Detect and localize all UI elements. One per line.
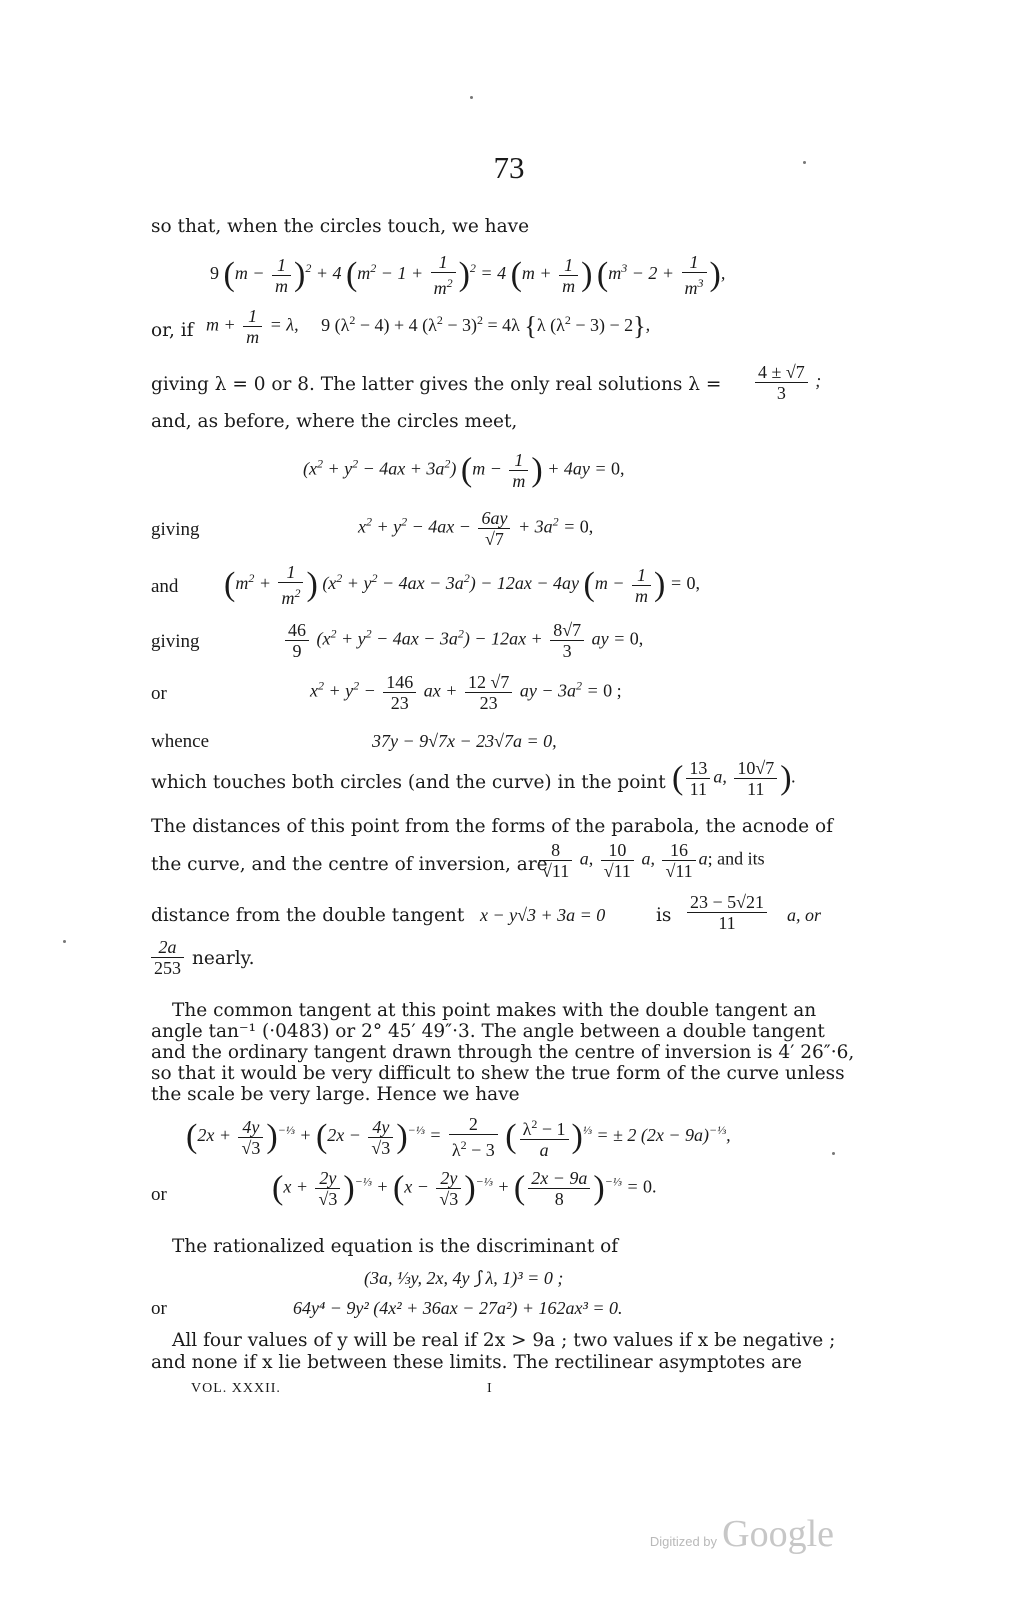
text-and-its: ; and its [707, 848, 765, 869]
text-line: and the ordinary tangent drawn through the centre of inversion is 4′ 26″·6, [151, 1042, 855, 1063]
distance-fraction: $\frac{23 - 5√21}{11}$ [684, 892, 770, 933]
digitized-text: Digitized by [649, 1534, 718, 1549]
page-number: 73 [493, 150, 525, 185]
text-line: All four values of y will be real if 2x > 9a ; two values if x be negative ; [172, 1330, 836, 1351]
equation-lambda: m + $\frac{1}{m}$ = λ, 9 $(\lambda^2 - 4) + 4$ $(\lambda^2 - 3)^2 = 4\lambda$ {λ $(\lambda^2 - 3) - 2$}, [206, 306, 651, 347]
label-or: or [151, 683, 167, 704]
equation-or-1: $x^2 + y^2$ − $\frac{146}{23}$ ax + $\frac{12 √7}{23}$ ay − $3a^2 = 0$ ; [310, 672, 622, 713]
text-line: which touches both circles (and the curve) in the point [151, 772, 666, 793]
digitized-by-google-watermark [650, 1512, 834, 1556]
fraction-lambda: $\frac{4 \pm √7}{3}$ ; [752, 362, 821, 403]
label-whence: whence [151, 731, 210, 752]
text-or-if: or, if [151, 320, 194, 341]
paper-speck [63, 940, 66, 943]
equation-discriminant: (3a, ⅓y, 2x, 4y ⟆ λ, 1)³ = 0 ; [364, 1268, 564, 1288]
equation-discriminant-2: 64y⁴ − 9y² (4x² + 36ax − 27a²) + 162ax³ = 0. [293, 1298, 623, 1318]
equation-power: (2x + $\frac{4y}{√3}$ )$^{-\frac{1}{3}}$ + (2x − $\frac{4y}{√3}$ )$^{-\frac{1}{3}}$ = $\frac{2}{\lambda^2 - 3}$ ( $\frac{\lambda^2 - 1}{a}$ )$^{\frac{1}{3}}$ = ± 2 $(2x - 9a)^{-\frac{1}{3}}$, [186, 1114, 731, 1160]
paper-speck [832, 1152, 835, 1155]
text-line: and none if x lie between these limits. The rectilinear asymptotes are [151, 1352, 802, 1373]
text-line: distance from the double tangent [151, 905, 465, 926]
point-coordinates: ( $\frac{13}{11}$ a, $\frac{10√7}{11}$ ). [672, 758, 797, 799]
label-or: or [151, 1298, 167, 1319]
equation-double-tangent: x − y√3 + 3a = 0 [480, 905, 606, 925]
volume-label: VOL. XXXII. [191, 1381, 281, 1396]
text-line: the curve, and the centre of inversion, are [151, 854, 548, 875]
paper-speck [470, 96, 473, 99]
equation-giving-1: $x^2 + y^2 - 4ax$ − $\frac{6ay}{√7}$ + $3a^2 = 0$, [358, 508, 594, 549]
label-or: or [151, 1184, 167, 1205]
equation-power-2: (x + $\frac{2y}{√3}$ )$^{-\frac{1}{3}}$ + (x − $\frac{2y}{√3}$ )$^{-\frac{1}{3}}$ + ( $\frac{2x - 9a}{8}$ )$^{-\frac{1}{3}}$ = 0. [272, 1168, 657, 1209]
label-giving: giving [151, 631, 200, 652]
signature-mark: I [487, 1381, 493, 1396]
label-giving: giving [151, 519, 200, 540]
fraction-numerator: 4 ± √7 [755, 362, 808, 383]
label-and: and [151, 576, 179, 597]
text-line: and, as before, where the circles meet, [151, 411, 518, 432]
equation-meet: $(x^2 + y^2 - 4ax + 3a^2) (m$ − $\frac{1}{m}$ ) + 4ay = 0, [303, 450, 625, 491]
google-logo: Google [722, 1513, 834, 1555]
text-nearly: nearly. [192, 948, 255, 969]
fraction-2a-253: $\frac{2a}{253}$ [148, 937, 187, 978]
equation-whence: 37y − 9√7x − 23√7a = 0, [372, 731, 557, 751]
paper-speck [803, 161, 806, 164]
text-is: is [656, 905, 672, 926]
text-line: angle tan⁻¹ (·0483) or 2° 45′ 49″·3. The angle between a double tangent [151, 1021, 825, 1042]
text-line: so that it would be very difficult to shew the true form of the curve unless [151, 1063, 845, 1084]
text-line: the scale be very large. Hence we have [151, 1084, 520, 1105]
equation-giving-2: $\frac{46}{9}$ $(x^2 + y^2 - 4ax - 3a^2) - 12ax$ + $\frac{8√7}{3}$ ay = 0, [282, 620, 643, 661]
text-line: so that, when the circles touch, we have [151, 216, 530, 237]
equation-and: ($m^2$ + $\frac{1}{m^2}$ ) $(x^2 + y^2 - 4ax - 3a^2) - 12ax - 4ay$ (m − $\frac{1}{m}$ ) = 0, [224, 562, 700, 608]
fraction-denominator: 3 [776, 383, 786, 403]
text-line: The common tangent at this point makes with the double tangent an [172, 1000, 817, 1021]
text-line: The distances of this point from the forms of the parabola, the acnode of [151, 816, 833, 837]
text-line: giving λ = 0 or 8. The latter gives the only real solutions λ = [151, 374, 722, 395]
equation-touch: 9 (m − $\frac{1}{m}$ )$^2$ + 4 ($m^2 - 1$ + $\frac{1}{m^2}$ )$^2$ = 4 (m + $\frac{1}{m}$ ) ($m^3 - 2$ + $\frac{1}{m^3}$ ), [210, 252, 726, 298]
text-line: The rationalized equation is the discriminant of [172, 1236, 619, 1257]
distances-fractions: $\frac{8}{√11}$ a, $\frac{10}{√11}$ a, $\frac{16}{√11}$ a; and its [536, 840, 765, 881]
text-a-or: a, or [787, 905, 822, 925]
